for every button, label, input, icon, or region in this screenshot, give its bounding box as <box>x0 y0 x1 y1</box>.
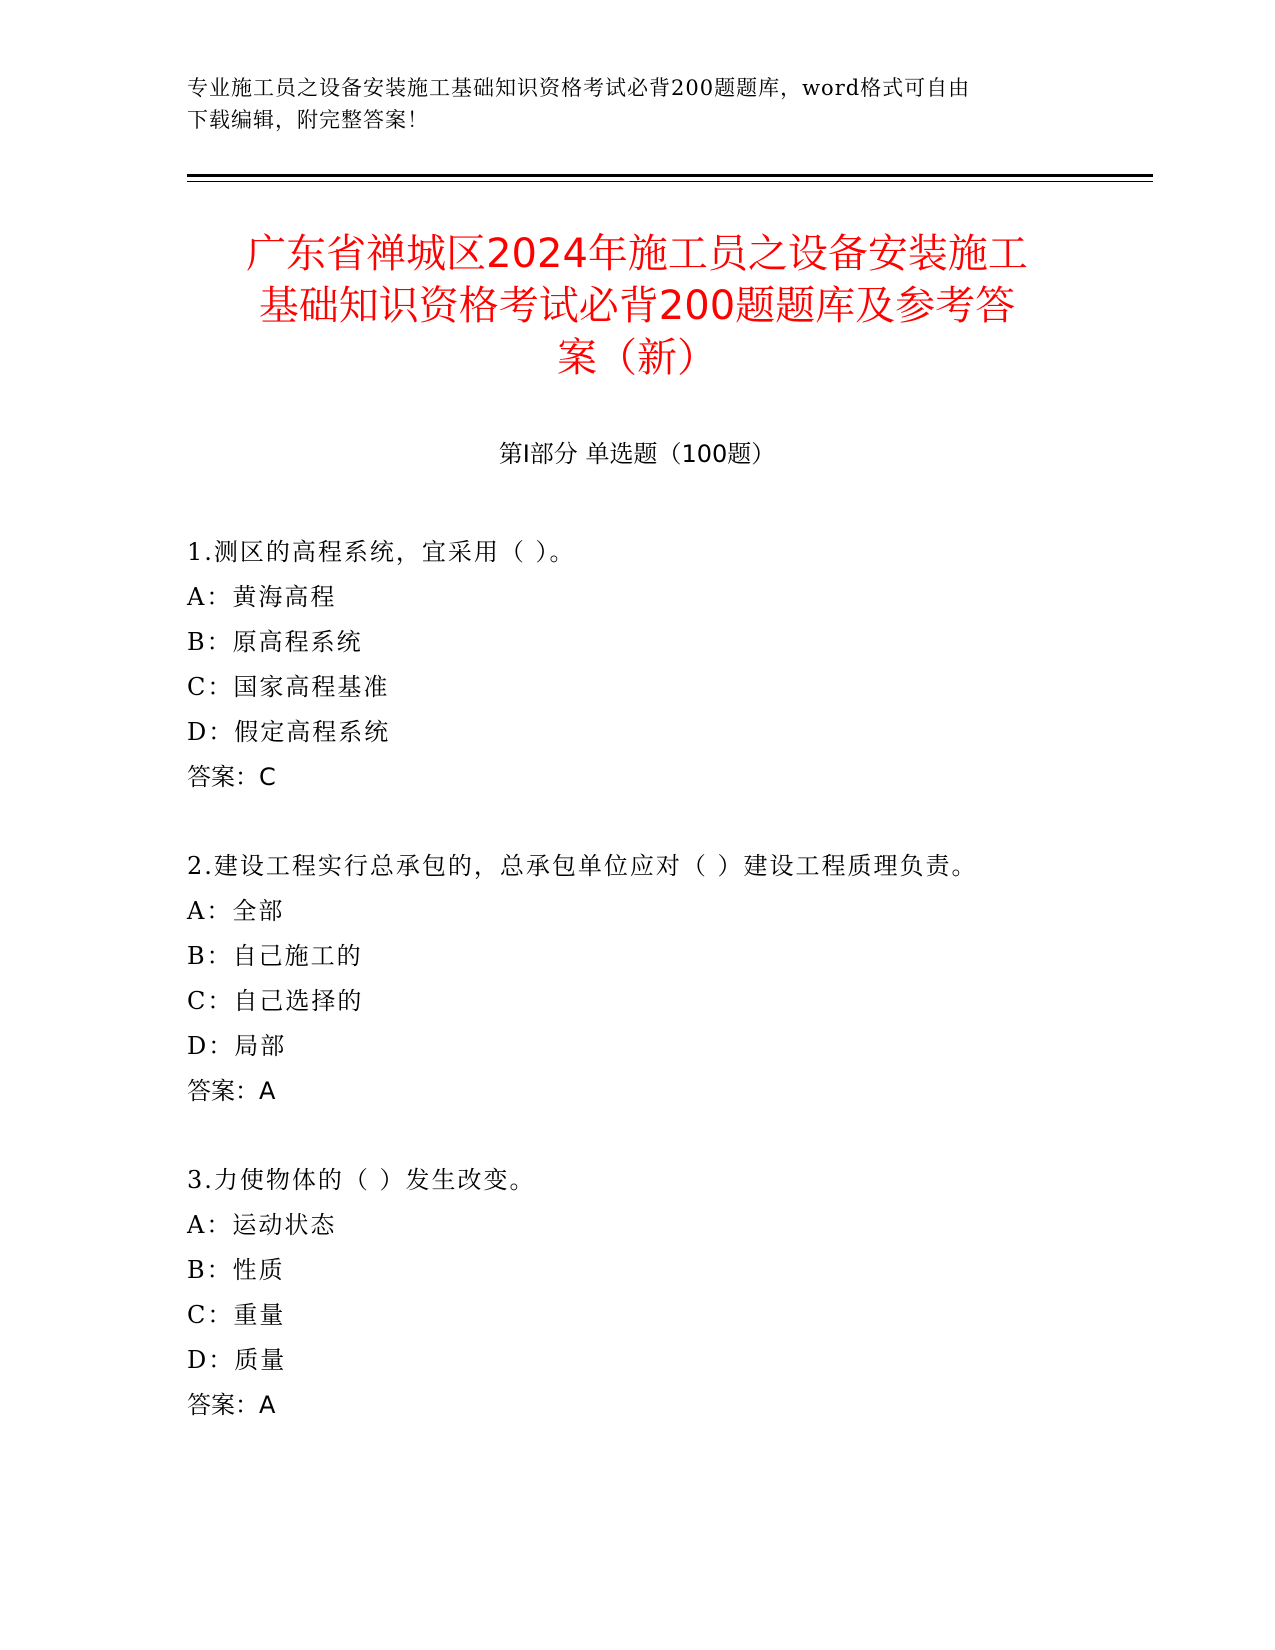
option-b: B：性质 <box>187 1256 285 1284</box>
answer: 答案：C <box>187 763 276 791</box>
question-item <box>187 530 1147 800</box>
option-a: A：运动状态 <box>187 1211 337 1239</box>
title-line: 广东省禅城区2024年施工员之设备安装施工 <box>246 231 1028 277</box>
answer: 答案：A <box>187 1077 276 1105</box>
option-b: B：原高程系统 <box>187 628 363 656</box>
option-d: D：质量 <box>187 1346 287 1374</box>
header-divider-thick <box>187 174 1153 177</box>
option-d: D：局部 <box>187 1032 287 1060</box>
question-stem: 1.测区的高程系统，宜采用（ ）。 <box>187 538 576 566</box>
option-a: A：全部 <box>187 897 285 925</box>
header-note-line: 专业施工员之设备安装施工基础知识资格考试必背200题题库，word格式可自由 <box>187 76 971 100</box>
option-c: C：国家高程基准 <box>187 673 390 701</box>
option-c: C：自己选择的 <box>187 987 364 1015</box>
option-c: C：重量 <box>187 1301 286 1329</box>
question-item <box>187 844 1147 1114</box>
header-note-line: 下载编辑，附完整答案！ <box>187 108 429 132</box>
section-heading: 第Ⅰ部分 单选题（100题） <box>498 440 776 468</box>
answer: 答案：A <box>187 1391 276 1419</box>
document-header-note <box>187 72 1087 136</box>
question-stem: 2.建设工程实行总承包的，总承包单位应对（ ）建设工程质理负责。 <box>187 852 978 880</box>
title-line: 案（新） <box>557 335 717 381</box>
question-list <box>187 530 1147 1472</box>
header-divider-thin <box>187 181 1153 182</box>
option-a: A：黄海高程 <box>187 583 337 611</box>
option-b: B：自己施工的 <box>187 942 363 970</box>
title-line: 基础知识资格考试必背200题题库及参考答 <box>258 283 1016 329</box>
question-stem: 3.力使物体的（ ）发生改变。 <box>187 1166 536 1194</box>
option-d: D：假定高程系统 <box>187 718 391 746</box>
document-title <box>187 228 1087 384</box>
question-item <box>187 1158 1147 1428</box>
